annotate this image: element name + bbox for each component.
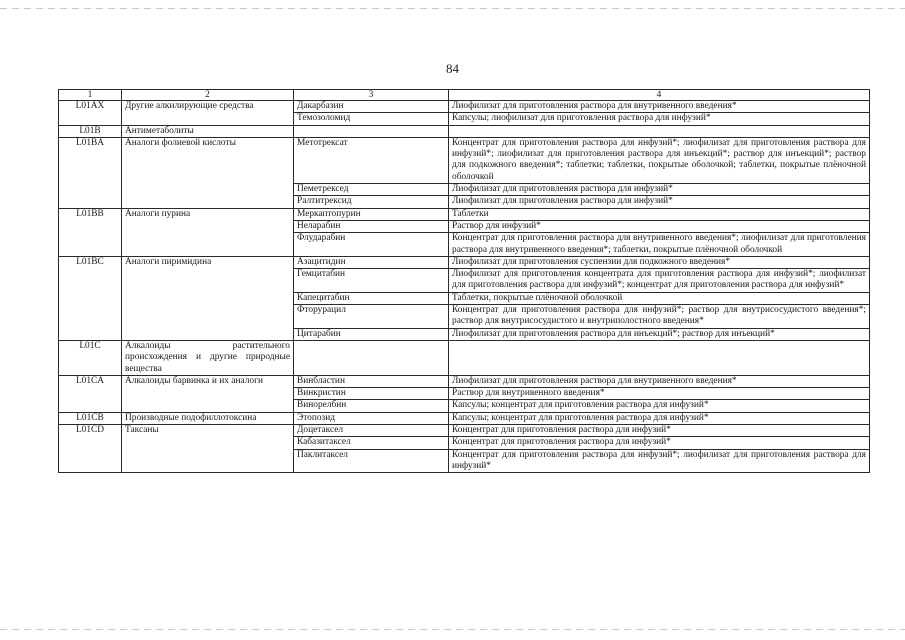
table-row	[59, 208, 870, 220]
atc-code-cell: L01CD	[59, 425, 122, 473]
drug-name-cell: Капецитабин	[294, 292, 449, 304]
dosage-form-cell: Таблетки	[449, 208, 870, 220]
group-name-cell: Аналоги фолиевой кислоты	[122, 137, 294, 208]
dosage-form-cell	[449, 340, 870, 375]
drug-name-cell: Дакарбазин	[294, 101, 449, 113]
dosage-form-cell: Лиофилизат для приготовления раствора для внутривенного введения*	[449, 375, 870, 387]
column-header: 3	[294, 90, 449, 101]
drug-name-cell: Неларабин	[294, 220, 449, 232]
drug-name-cell: Винбластин	[294, 375, 449, 387]
group-name-cell: Аналоги пиримидина	[122, 256, 294, 340]
drug-name-cell: Меркаптопурин	[294, 208, 449, 220]
scan-artifact-top	[0, 8, 905, 9]
drug-name-cell: Доцетаксел	[294, 425, 449, 437]
group-name-cell: Алкалоиды барвинка и их аналоги	[122, 375, 294, 412]
dosage-form-cell: Лиофилизат для приготовления раствора для инъекций*; раствор для инъекций*	[449, 328, 870, 340]
dosage-form-cell: Лиофилизат для приготовления суспензии для подкожного введения*	[449, 256, 870, 268]
dosage-form-cell: Лиофилизат для приготовления раствора для внутривенного введения*	[449, 101, 870, 113]
drug-name-cell: Ралтитрексид	[294, 196, 449, 208]
group-name-cell: Антиметаболиты	[122, 125, 294, 137]
table-row	[59, 137, 870, 183]
drug-name-cell: Цитарабин	[294, 328, 449, 340]
drug-name-cell	[294, 340, 449, 375]
dosage-form-cell: Капсулы; концентрат для приготовления раствора для инфузий*	[449, 412, 870, 424]
drug-name-cell: Этопозид	[294, 412, 449, 424]
dosage-form-cell: Таблетки, покрытые плёночной оболочкой	[449, 292, 870, 304]
dosage-form-cell: Концентрат для приготовления раствора для инфузий*	[449, 437, 870, 449]
drug-name-cell: Фторурацил	[294, 305, 449, 329]
table-row	[59, 340, 870, 375]
dosage-form-cell: Концентрат для приготовления раствора для инфузий*	[449, 425, 870, 437]
dosage-form-cell: Концентрат для приготовления раствора для инфузий*; лиофилизат для приготовления раствора для инфузий*; лиофилизат для приготовления раствора для инъекций*; раствор для инъекций*; раствор для подкожного введения*; таблетки; таблетки, покрытые оболочкой; таблетки, покрытые плёночной оболочкой	[449, 137, 870, 183]
dosage-form-cell: Раствор для инфузий*	[449, 220, 870, 232]
drug-name-cell: Гемцитабин	[294, 269, 449, 293]
atc-code-cell: L01BA	[59, 137, 122, 208]
table-row	[59, 375, 870, 387]
dosage-form-cell: Раствор для внутривенного введения*	[449, 388, 870, 400]
drug-name-cell: Пеметрексед	[294, 184, 449, 196]
drug-registry-table	[58, 89, 870, 473]
dosage-form-cell: Концентрат для приготовления раствора для инфузий*; лиофилизат для приготовления раствора для инфузий*	[449, 449, 870, 473]
dosage-form-cell: Лиофилизат для приготовления раствора для инфузий*	[449, 196, 870, 208]
column-header: 2	[122, 90, 294, 101]
drug-name-cell	[294, 125, 449, 137]
atc-code-cell: L01B	[59, 125, 122, 137]
dosage-form-cell: Концентрат для приготовления раствора для внутривенного введения*; лиофилизат для приготовления раствора для внутривенного введения*; таблетки, покрытые плёночной оболочкой	[449, 233, 870, 257]
scan-artifact-bottom	[0, 629, 905, 630]
group-name-cell: Алкалоиды растительного происхождения и другие природные вещества	[122, 340, 294, 375]
drug-name-cell: Винкристин	[294, 388, 449, 400]
drug-name-cell: Азацитидин	[294, 256, 449, 268]
atc-code-cell: L01CA	[59, 375, 122, 412]
atc-code-cell: L01BC	[59, 256, 122, 340]
group-name-cell: Таксаны	[122, 425, 294, 473]
dosage-form-cell	[449, 125, 870, 137]
atc-code-cell: L01BB	[59, 208, 122, 256]
group-name-cell: Производные подофиллотоксина	[122, 412, 294, 424]
dosage-form-cell: Концентрат для приготовления раствора для инфузий*; раствор для внутрисосудистого введения*; раствор для внутрисосудистого и внутриполостного введения*	[449, 305, 870, 329]
drug-name-cell: Кабазитаксел	[294, 437, 449, 449]
drug-name-cell: Метотрексат	[294, 137, 449, 183]
table-row	[59, 125, 870, 137]
table-header-row	[59, 90, 870, 101]
group-name-cell: Другие алкилирующие средства	[122, 101, 294, 126]
column-header: 4	[449, 90, 870, 101]
table-row	[59, 412, 870, 424]
table-body	[59, 101, 870, 473]
atc-code-cell: L01AX	[59, 101, 122, 126]
drug-name-cell: Темозоломид	[294, 113, 449, 125]
dosage-form-cell: Капсулы; концентрат для приготовления раствора для инфузий*	[449, 400, 870, 412]
dosage-form-cell: Лиофилизат для приготовления концентрата для приготовления раствора для инфузий*; лиофилизат для приготовления раствора для инфузий*; концентрат для приготовления раствора для инфузий*	[449, 269, 870, 293]
drug-name-cell: Винорелбин	[294, 400, 449, 412]
table-row	[59, 256, 870, 268]
table-row	[59, 425, 870, 437]
group-name-cell: Аналоги пурина	[122, 208, 294, 256]
table-row	[59, 101, 870, 113]
drug-name-cell: Флударабин	[294, 233, 449, 257]
atc-code-cell: L01C	[59, 340, 122, 375]
atc-code-cell: L01CB	[59, 412, 122, 424]
dosage-form-cell: Капсулы; лиофилизат для приготовления раствора для инфузий*	[449, 113, 870, 125]
dosage-form-cell: Лиофилизат для приготовления раствора для инфузий*	[449, 184, 870, 196]
drug-name-cell: Паклитаксел	[294, 449, 449, 473]
column-header: 1	[59, 90, 122, 101]
page-number: 84	[446, 61, 459, 76]
